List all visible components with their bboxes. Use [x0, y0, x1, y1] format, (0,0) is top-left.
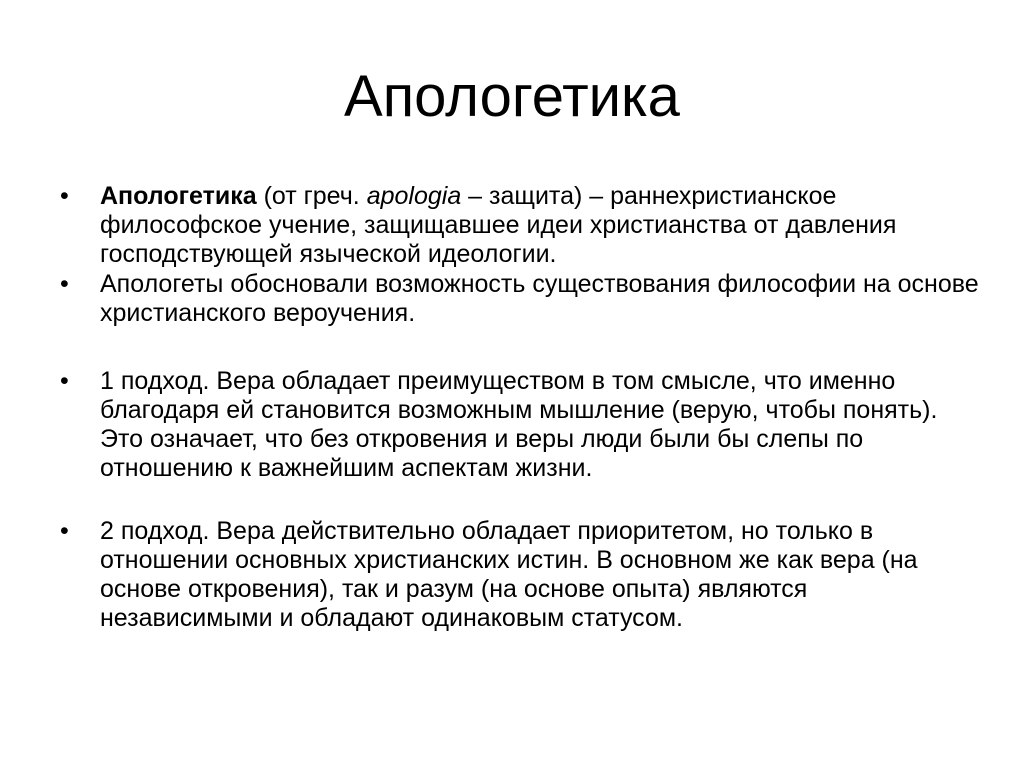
latin-term: apologia: [366, 182, 462, 210]
bullet-icon: •: [60, 270, 69, 298]
bullet-item-definition: [60, 182, 980, 269]
definition-text-part1: (от греч.: [256, 182, 367, 210]
bullet-icon: •: [60, 182, 69, 210]
term-apologetics: Апологетика: [100, 182, 257, 210]
bullet-item-approach-2: [60, 517, 980, 633]
slide-title: Апологетика: [344, 64, 680, 129]
bullet-item-approach-1: [60, 367, 980, 483]
definition-text-part2: – защита) – раннехристианское философское учение, защищавшее идеи христианства от давления господствующей языческой идеологии.: [100, 182, 897, 268]
bullet-item-apologists: [60, 270, 980, 328]
bullet-icon: •: [60, 367, 69, 395]
bullet-text: 1 подход. Вера обладает преимуществом в том смысле, что именно благодаря ей становится возможным мышление (верую, чтобы понять). Это означает, что без откровения и веры люди были бы слепы по отношению к важнейшим аспектам жизни.: [100, 367, 938, 482]
bullet-text: 2 подход. Вера действительно обладает приоритетом, но только в отношении основных христианских истин. В основном же как вера (на основе откровения), так и разум (на основе опыта) являются независимыми и обладают одинаковым статусом.: [100, 517, 918, 632]
bullet-text: Апологеты обосновали возможность существования философии на основе христианского вероучения.: [100, 270, 979, 327]
bullet-icon: •: [60, 517, 69, 545]
